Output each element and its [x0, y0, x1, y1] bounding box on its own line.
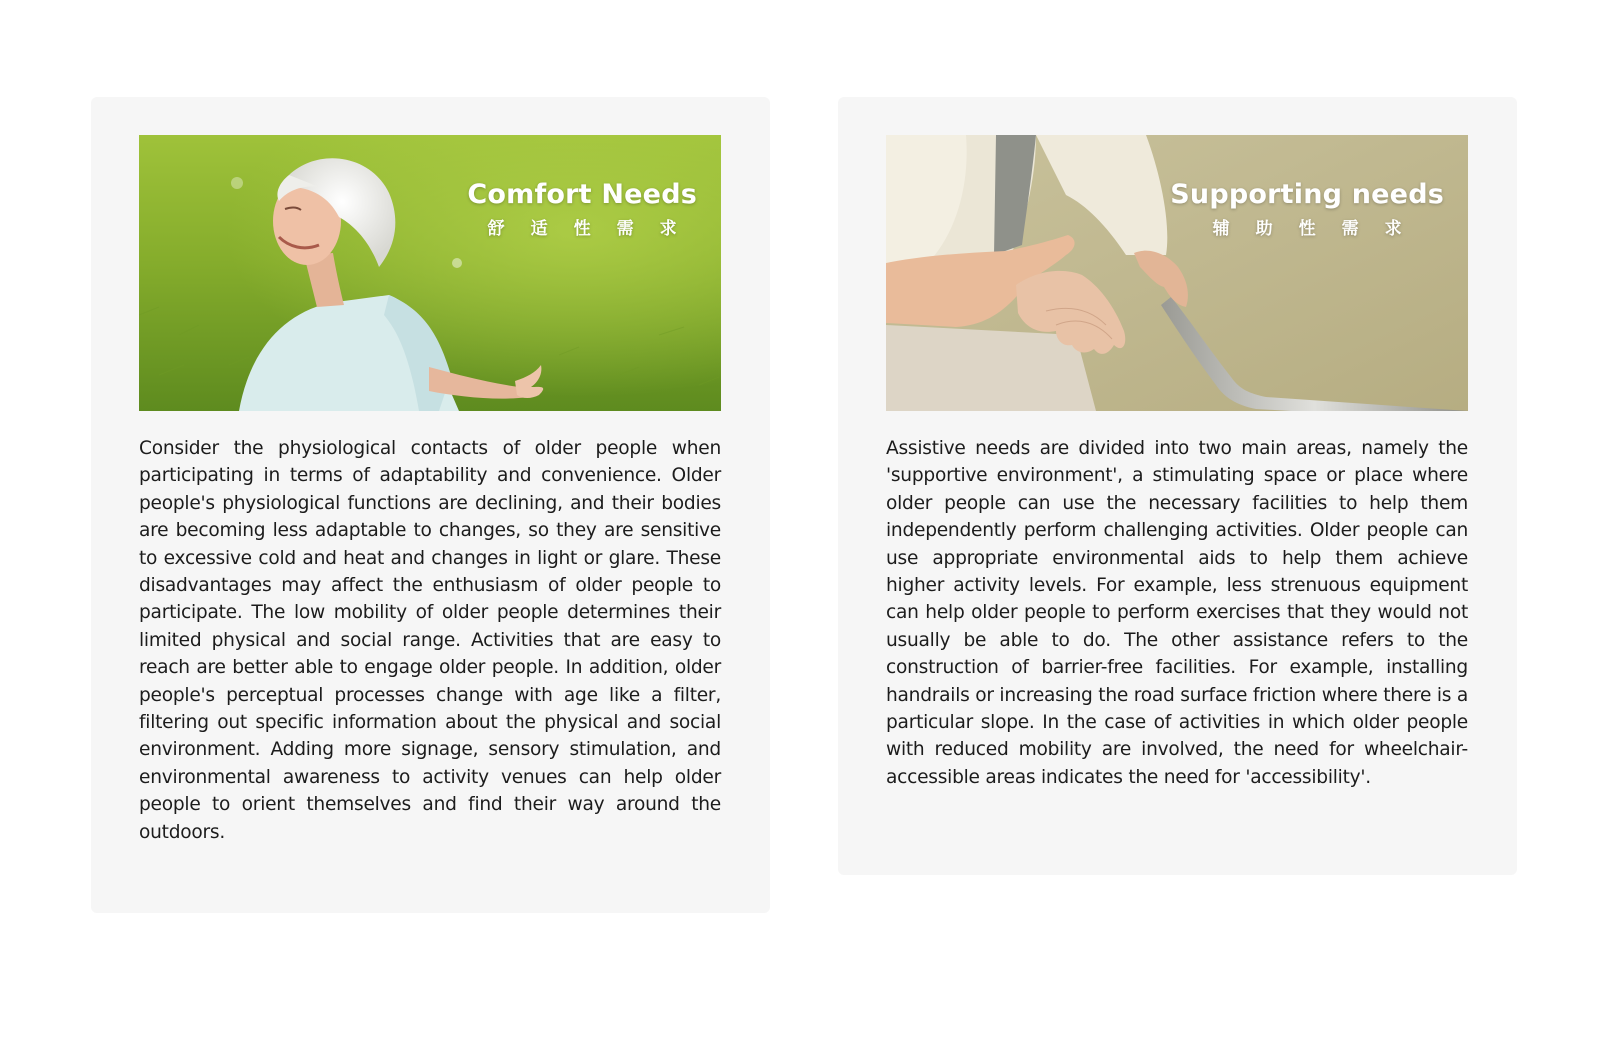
card-title-english: Supporting needs [1170, 179, 1444, 210]
card-title-english: Comfort Needs [467, 179, 697, 210]
supporting-needs-heading [1170, 179, 1444, 239]
supporting-needs-card [838, 97, 1517, 875]
elderly-woman-photo-icon [139, 135, 721, 411]
comfort-needs-card [91, 97, 770, 913]
comfort-needs-heading [467, 179, 703, 239]
comfort-needs-image [139, 135, 721, 411]
supporting-needs-image [886, 135, 1468, 411]
card-title-chinese: 辅助性需求 [1212, 219, 1428, 239]
supporting-needs-description: Assistive needs are divided into two main areas, namely the 'supportive environment', a stimulating space or place where older people can use the necessary facilities to help them independently perform challenging activities. Older people can use appropriate environmental aids to help them achieve higher activity levels. For example, less strenuous equipment can help older people to perform exercises that they would not usually be able to do. The other assistance refers to the construction of barrier-free facilities. For example, installing handrails or increasing the road surface friction where there is a particular slope. In the case of activities in which older people with reduced mobility are involved, the need for wheelchair-accessible areas indicates the need for 'accessibility'. [886, 438, 1468, 788]
comfort-needs-description: Consider the physiological contacts of older people when participating in terms of adaptability and convenience. Older people's physiological functions are declining, and their bodies are becoming less adaptable to changes, so they are sensitive to excessive cold and heat and changes in light or glare. These disadvantages may affect the enthusiasm of older people to participate. The low mobility of older people determines their limited physical and social range. Activities that are easy to reach are better able to engage older people. In addition, older people's perceptual processes change with age like a filter, filtering out specific information about the physical and social environment. Adding more signage, sensory stimulation, and environmental awareness to activity venues can help older people to orient themselves and find their way around the outdoors. [139, 438, 721, 843]
card-title-chinese: 舒适性需求 [487, 219, 703, 239]
helping-hand-handrail-photo-icon [886, 135, 1468, 411]
